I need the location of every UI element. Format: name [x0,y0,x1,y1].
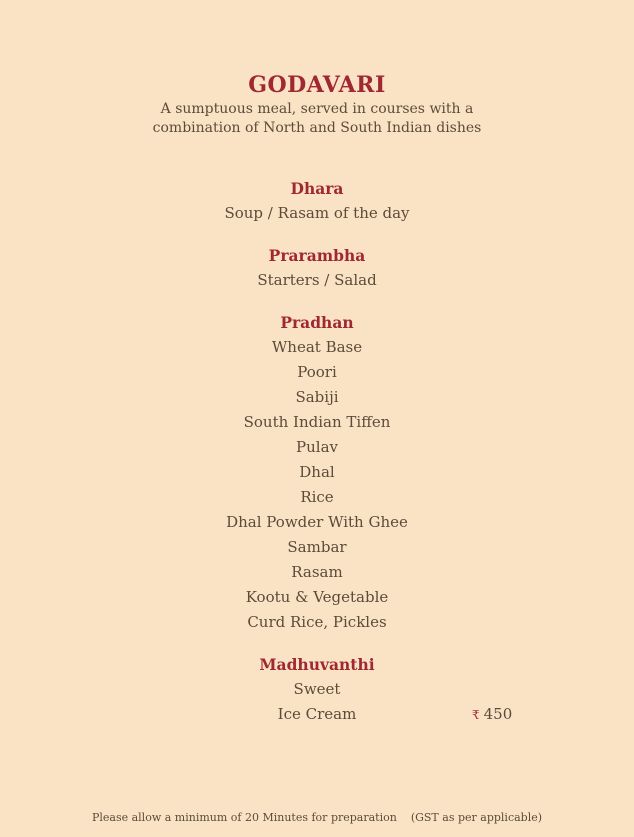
price-amount: 450 [483,705,513,723]
menu-section-dhara [0,176,634,226]
preparation-note: Please allow a minimum of 20 Minutes for preparation [91,811,397,824]
menu-item: Poori [297,363,337,381]
subtitle-line-1: A sumptuous meal, served in courses with a [160,101,474,117]
menu-item-label: Ice Cream [277,705,357,723]
menu-item: Dhal [299,463,335,481]
menu-item: Curd Rice, Pickles [247,613,387,631]
menu-section-prarambha [0,243,634,293]
menu-item: Starters / Salad [257,271,377,289]
menu-item: Sambar [287,538,347,556]
section-title-dhara: Dhara [290,179,344,198]
page-title: GODAVARI [248,72,386,98]
menu-item: South Indian Tiffen [243,413,391,431]
menu-section-pradhan [0,310,634,635]
menu-item: Dhal Powder With Ghee [226,513,408,531]
menu-item: Wheat Base [271,338,363,356]
price [472,702,512,728]
footer-note [0,811,634,825]
menu-item: Sabiji [295,388,339,406]
section-title-pradhan: Pradhan [280,313,354,332]
menu-item-with-price [0,702,634,727]
menu-subtitle [0,100,634,138]
menu-item: Rasam [291,563,343,581]
menu-section-madhuvanthi [0,652,634,727]
gst-note: (GST as per applicable) [410,811,543,824]
subtitle-line-2: combination of North and South Indian dishes [152,120,482,136]
section-title-madhuvanthi: Madhuvanthi [259,655,375,674]
menu-item: Pulav [296,438,338,456]
menu-item: Kootu & Vegetable [245,588,389,606]
rupee-icon: ₹ [472,708,480,722]
section-title-prarambha: Prarambha [268,246,366,265]
menu-item: Rice [300,488,334,506]
menu-item: Sweet [293,680,341,698]
menu-item: Soup / Rasam of the day [224,204,410,222]
